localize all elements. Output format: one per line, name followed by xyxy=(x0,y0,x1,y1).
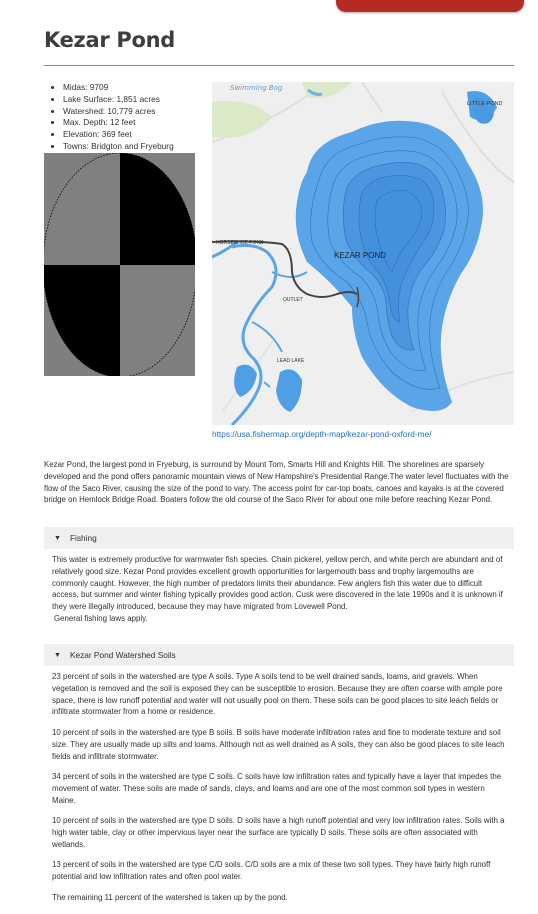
soils-paragraph-d: 10 percent of soils in the watershed are type D soils. D soils have a high runoff potential and very low infiltration rates. Soils with a high water table, clay or other impervious layer near the surface are typically D soils. These soils are often associated with wetlands. xyxy=(52,816,505,849)
secchi-disk-image xyxy=(44,153,195,376)
accordion-fishing-label: Fishing xyxy=(69,533,97,543)
top-menu-tab[interactable] xyxy=(336,0,524,12)
page-title: Kezar Pond xyxy=(44,28,176,52)
accordion-fishing[interactable] xyxy=(44,527,514,549)
accordion-watershed-soils[interactable] xyxy=(44,644,514,666)
fact-elevation: • Elevation: 369 feet xyxy=(63,129,223,141)
depth-map-image xyxy=(212,82,514,425)
fishing-laws-note: General fishing laws apply. xyxy=(54,614,148,623)
fact-lake-surface: • Lake Surface: 1,851 acres xyxy=(63,94,223,106)
fact-max-depth: • Max. Depth: 12 feet xyxy=(63,117,223,129)
triangle-down-icon: ▼ xyxy=(54,534,61,542)
triangle-down-icon: ▼ xyxy=(54,651,61,659)
map-label-outlet: OUTLET xyxy=(283,297,303,303)
fact-towns: • Towns: Bridgton and Fryeburg xyxy=(63,141,223,153)
soils-paragraph-cd: 13 percent of soils in the watershed are type C/D soils. C/D soils are a mix of these two soil types. They have fairly high runoff potential and low infiltration rates and often pool water. xyxy=(52,860,491,881)
fact-watershed: • Watershed: 10,779 acres xyxy=(63,106,223,118)
fishing-paragraph: This water is extremely productive for warmwater fish species. Chain pickerel, yellow perch, and white perch are abundant and of relatively good size. Kezar Pond provides excellent growth opportunities for largemouth bass and trophy largemouths are commonly caught. However, the high number of predators limits their abundance. Few anglers fish this water due to difficult access, but summer and winter fishing typically provides good action. Cusk were discovered in the late 1990s and it is unknown if they were illegally introduced, because they may have migrated from Lovewell Pond. xyxy=(52,555,503,612)
soils-paragraph-b: 10 percent of soils in the watershed are type B soils. B soils have moderate infiltration rates and fine to moderate texture and soil size. They are usually made up silts and loams. Although not as well drained as A soils, they can also be good places to site leach fields and infiltrate stormwater. xyxy=(52,728,505,761)
soils-paragraph-c: 34 percent of soils in the watershed are type C soils. C soils have low infiltration rates and typically have a layer that impedes the movement of water. These soils are made of sands, clays, and loams and are one of the most common soil types in western Maine. xyxy=(52,772,502,805)
map-label-swimming-bog: Swimming Bog xyxy=(230,84,283,92)
map-label-kezar-pond: KEZAR POND xyxy=(334,251,387,260)
intro-paragraph: Kezar Pond, the largest pond in Fryeburg, is surround by Mount Tom, Smarts Hill and Knights Hill. The shorelines are sparsely developed and the pond offers panoramic mountain views of New Hampshire's Presidential Range.The water level fluctuates with the flow of the Saco River, causing the size of the pond to vary. The access point for car-top boats, canoes and kayaks is at the covered bridge on Hemlock Bridge Road. Boaters follow the old course of the Saco River for about one mile before reaching Kezar Pond. xyxy=(44,460,509,505)
map-label-lead-lake: LEAD LAKE xyxy=(277,358,305,364)
depth-map-link[interactable]: https://usa.fishermap.org/depth-map/kezar-pond-oxford-me/ xyxy=(212,429,432,439)
soils-paragraph-a: 23 percent of soils in the watershed are type A soils. Type A soils tend to be well drained sands, loams, and gravels. When vegetation is removed and the soil is exposed they can be susceptible to erosion. Because they are often coarse with ample pore space, there is low runoff potential and water will not usually pool on them. These soils can be good places to site leach fields or infiltrate stormwater from a home or residence. xyxy=(52,672,503,717)
fact-midas: • Midas: 9709 xyxy=(63,82,223,94)
soils-paragraph-remaining: The remaining 11 percent of the watershed is taken up by the pond. xyxy=(52,893,288,902)
lake-facts-list xyxy=(44,82,223,153)
map-label-little-pond: LITTLE POND xyxy=(467,101,503,107)
title-divider xyxy=(44,65,514,66)
accordion-soils-label: Kezar Pond Watershed Soils xyxy=(69,650,176,660)
map-label-horseshoe-pond: HORSESHOE POND xyxy=(216,240,264,246)
